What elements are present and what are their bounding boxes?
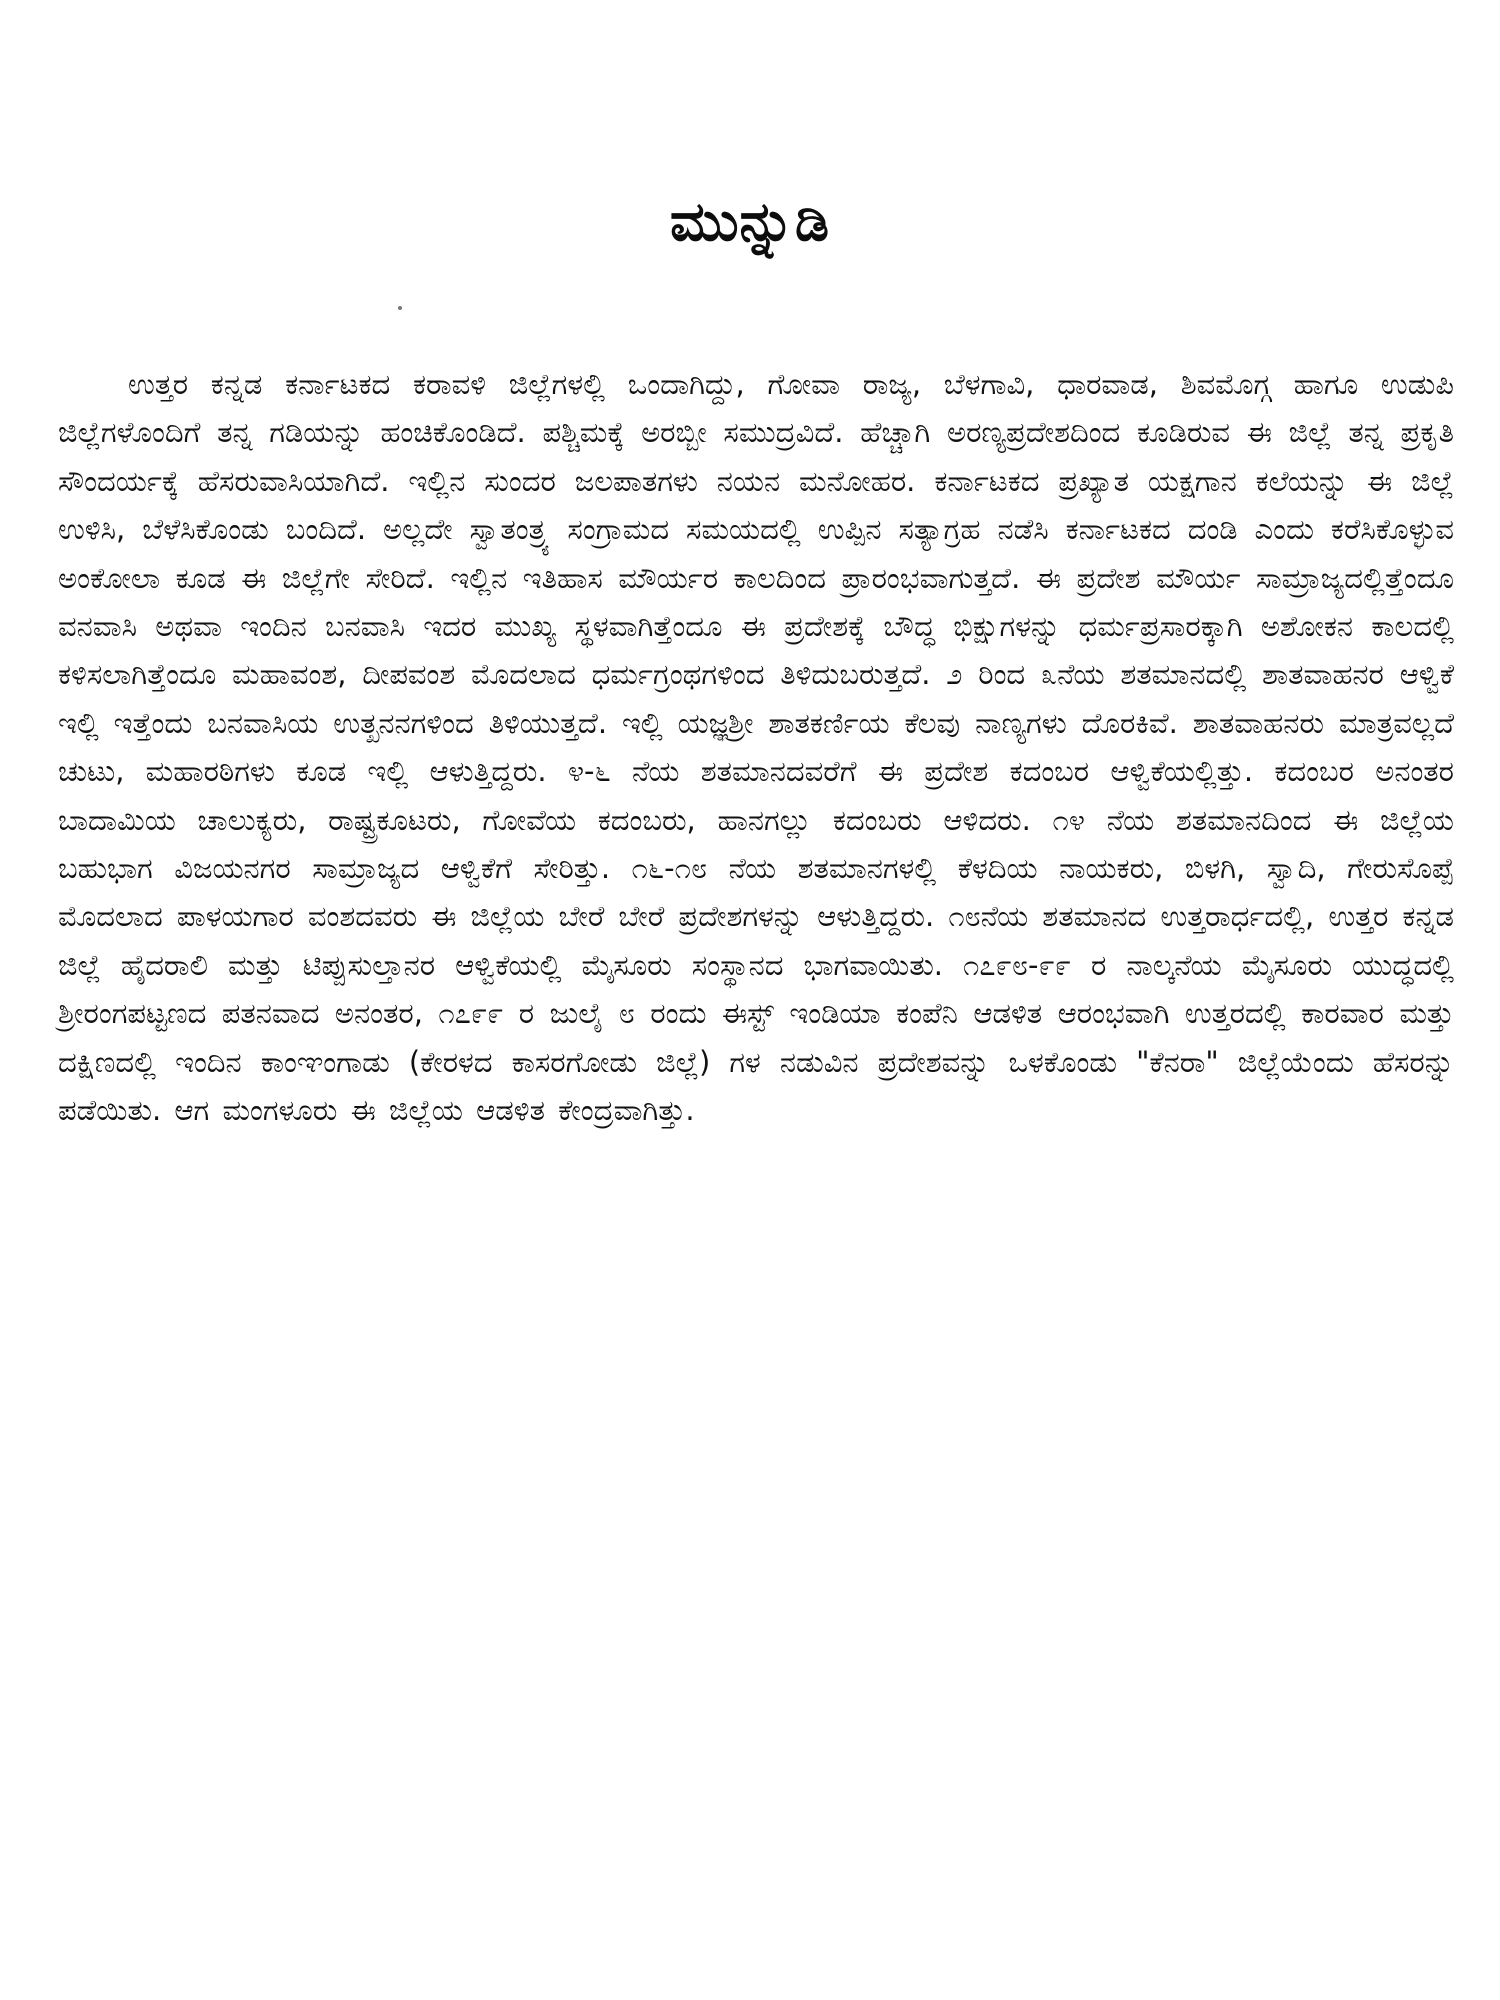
scan-speck	[398, 306, 402, 310]
page-title: ಮುನ್ನುಡಿ	[669, 190, 831, 253]
body-paragraph: ಉತ್ತರ ಕನ್ನಡ ಕರ್ನಾಟಕದ ಕರಾವಳಿ ಜಿಲ್ಲೆಗಳಲ್ಲಿ ಒಂದಾಗಿದ್ದು, ಗೋವಾ ರಾಜ್ಯ, ಬೆಳಗಾವಿ, ಧಾರವಾಡ, ಶಿವಮೊಗ್ಗ ಹಾಗೂ ಉಡುಪಿ ಜಿಲ್ಲೆಗಳೊಂದಿಗೆ ತನ್ನ ಗಡಿಯನ್ನು ಹಂಚಿಕೊಂಡಿದೆ. ಪಶ್ಚಿಮಕ್ಕೆ ಅರಬ್ಬೀ ಸಮುದ್ರವಿದೆ. ಹೆಚ್ಚಾಗಿ ಅರಣ್ಯಪ್ರದೇಶದಿಂದ ಕೂಡಿರುವ ಈ ಜಿಲ್ಲೆ ತನ್ನ ಪ್ರಕೃತಿ ಸೌಂದರ್ಯಕ್ಕೆ ಹೆಸರುವಾಸಿಯಾಗಿದೆ. ಇಲ್ಲಿನ ಸುಂದರ ಜಲಪಾತಗಳು ನಯನ ಮನೋಹರ. ಕರ್ನಾಟಕದ ಪ್ರಖ್ಯಾತ ಯಕ್ಷಗಾನ ಕಲೆಯನ್ನು ಈ ಜಿಲ್ಲೆ ಉಳಿಸಿ, ಬೆಳೆಸಿಕೊಂಡು ಬಂದಿದೆ. ಅಲ್ಲದೇ ಸ್ವಾತಂತ್ರ್ಯ ಸಂಗ್ರಾಮದ ಸಮಯದಲ್ಲಿ ಉಪ್ಪಿನ ಸತ್ಯಾಗ್ರಹ ನಡೆಸಿ ಕರ್ನಾಟಕದ ದಂಡಿ ಎಂದು ಕರೆಸಿಕೊಳ್ಳುವ ಅಂಕೋಲಾ ಕೂಡ ಈ ಜಿಲ್ಲೆಗೇ ಸೇರಿದೆ. ಇಲ್ಲಿನ ಇತಿಹಾಸ ಮೌರ್ಯರ ಕಾಲದಿಂದ ಪ್ರಾರಂಭವಾಗುತ್ತದೆ. ಈ ಪ್ರದೇಶ ಮೌರ್ಯ ಸಾಮ್ರಾಜ್ಯದಲ್ಲಿತ್ತೆಂದೂ ವನವಾಸಿ ಅಥವಾ ಇಂದಿನ ಬನವಾಸಿ ಇದರ ಮುಖ್ಯ ಸ್ಥಳವಾಗಿತ್ತೆಂದೂ ಈ ಪ್ರದೇಶಕ್ಕೆ ಬೌದ್ಧ ಭಿಕ್ಷುಗಳನ್ನು ಧರ್ಮಪ್ರಸಾರಕ್ಕಾಗಿ ಅಶೋಕನ ಕಾಲದಲ್ಲಿ ಕಳಿಸಲಾಗಿತ್ತೆಂದೂ ಮಹಾವಂಶ, ದೀಪವಂಶ ಮೊದಲಾದ ಧರ್ಮಗ್ರಂಥಗಳಿಂದ ತಿಳಿದುಬರುತ್ತದೆ. ೨ ರಿಂದ ೩ನೆಯ ಶತಮಾನದಲ್ಲಿ ಶಾತವಾಹನರ ಆಳ್ವಿಕೆ ಇಲ್ಲಿ ಇತ್ತೆಂದು ಬನವಾಸಿಯ ಉತ್ಖನನಗಳಿಂದ ತಿಳಿಯುತ್ತದೆ. ಇಲ್ಲಿ ಯಜ್ಞಶ್ರೀ ಶಾತಕರ್ಣಿಯ ಕೆಲವು ನಾಣ್ಯಗಳು ದೊರಕಿವೆ. ಶಾತವಾಹನರು ಮಾತ್ರವಲ್ಲದೆ ಚುಟು, ಮಹಾರಠಿಗಳು ಕೂಡ ಇಲ್ಲಿ ಆಳುತ್ತಿದ್ದರು. ೪-೬ ನೆಯ ಶತಮಾನದವರೆಗೆ ಈ ಪ್ರದೇಶ ಕದಂಬರ ಆಳ್ವಿಕೆಯಲ್ಲಿತ್ತು. ಕದಂಬರ ಅನಂತರ ಬಾದಾಮಿಯ ಚಾಲುಕ್ಯರು, ರಾಷ್ಟ್ರಕೂಟರು, ಗೋವೆಯ ಕದಂಬರು, ಹಾನಗಲ್ಲು ಕದಂಬರು ಆಳಿದರು. ೧೪ ನೆಯ ಶತಮಾನದಿಂದ ಈ ಜಿಲ್ಲೆಯ ಬಹುಭಾಗ ವಿಜಯನಗರ ಸಾಮ್ರಾಜ್ಯದ ಆಳ್ವಿಕೆಗೆ ಸೇರಿತ್ತು. ೧೬-೧೮ ನೆಯ ಶತಮಾನಗಳಲ್ಲಿ ಕೆಳದಿಯ ನಾಯಕರು, ಬಿಳಗಿ, ಸ್ವಾದಿ, ಗೇರುಸೊಪ್ಪೆ ಮೊದಲಾದ ಪಾಳಯಗಾರ ವಂಶದವರು ಈ ಜಿಲ್ಲೆಯ ಬೇರೆ ಬೇರೆ ಪ್ರದೇಶಗಳನ್ನು ಆಳುತ್ತಿದ್ದರು. ೧೮ನೆಯ ಶತಮಾನದ ಉತ್ತರಾರ್ಧದಲ್ಲಿ, ಉತ್ತರ ಕನ್ನಡ ಜಿಲ್ಲೆ ಹೈದರಾಲಿ ಮತ್ತು ಟಿಪ್ಪುಸುಲ್ತಾನರ ಆಳ್ವಿಕೆಯಲ್ಲಿ ಮೈಸೂರು ಸಂಸ್ಥಾನದ ಭಾಗವಾಯಿತು. ೧೭೯೮-೯೯ ರ ನಾಲ್ಕನೆಯ ಮೈಸೂರು ಯುದ್ಧದಲ್ಲಿ ಶ್ರೀರಂಗಪಟ್ಟಣದ ಪತನವಾದ ಅನಂತರ, ೧೭೯೯ ರ ಜುಲೈ ೮ ರಂದು ಈಸ್ಟ್ ಇಂಡಿಯಾ ಕಂಪೆನಿ ಆಡಳಿತ ಆರಂಭವಾಗಿ ಉತ್ತರದಲ್ಲಿ ಕಾರವಾರ ಮತ್ತು ದಕ್ಷಿಣದಲ್ಲಿ ಇಂದಿನ ಕಾಂಞಂಗಾಡು (ಕೇರಳದ ಕಾಸರಗೋಡು ಜಿಲ್ಲೆ) ಗಳ ನಡುವಿನ ಪ್ರದೇಶವನ್ನು ಒಳಕೊಂಡು "ಕೆನರಾ" ಜಿಲ್ಲೆಯೆಂದು ಹೆಸರನ್ನು ಪಡೆಯಿತು. ಆಗ ಮಂಗಳೂರು ಈ ಜಿಲ್ಲೆಯ ಆಡಳಿತ ಕೇಂದ್ರವಾಗಿತ್ತು.	[58, 367, 1454, 1128]
